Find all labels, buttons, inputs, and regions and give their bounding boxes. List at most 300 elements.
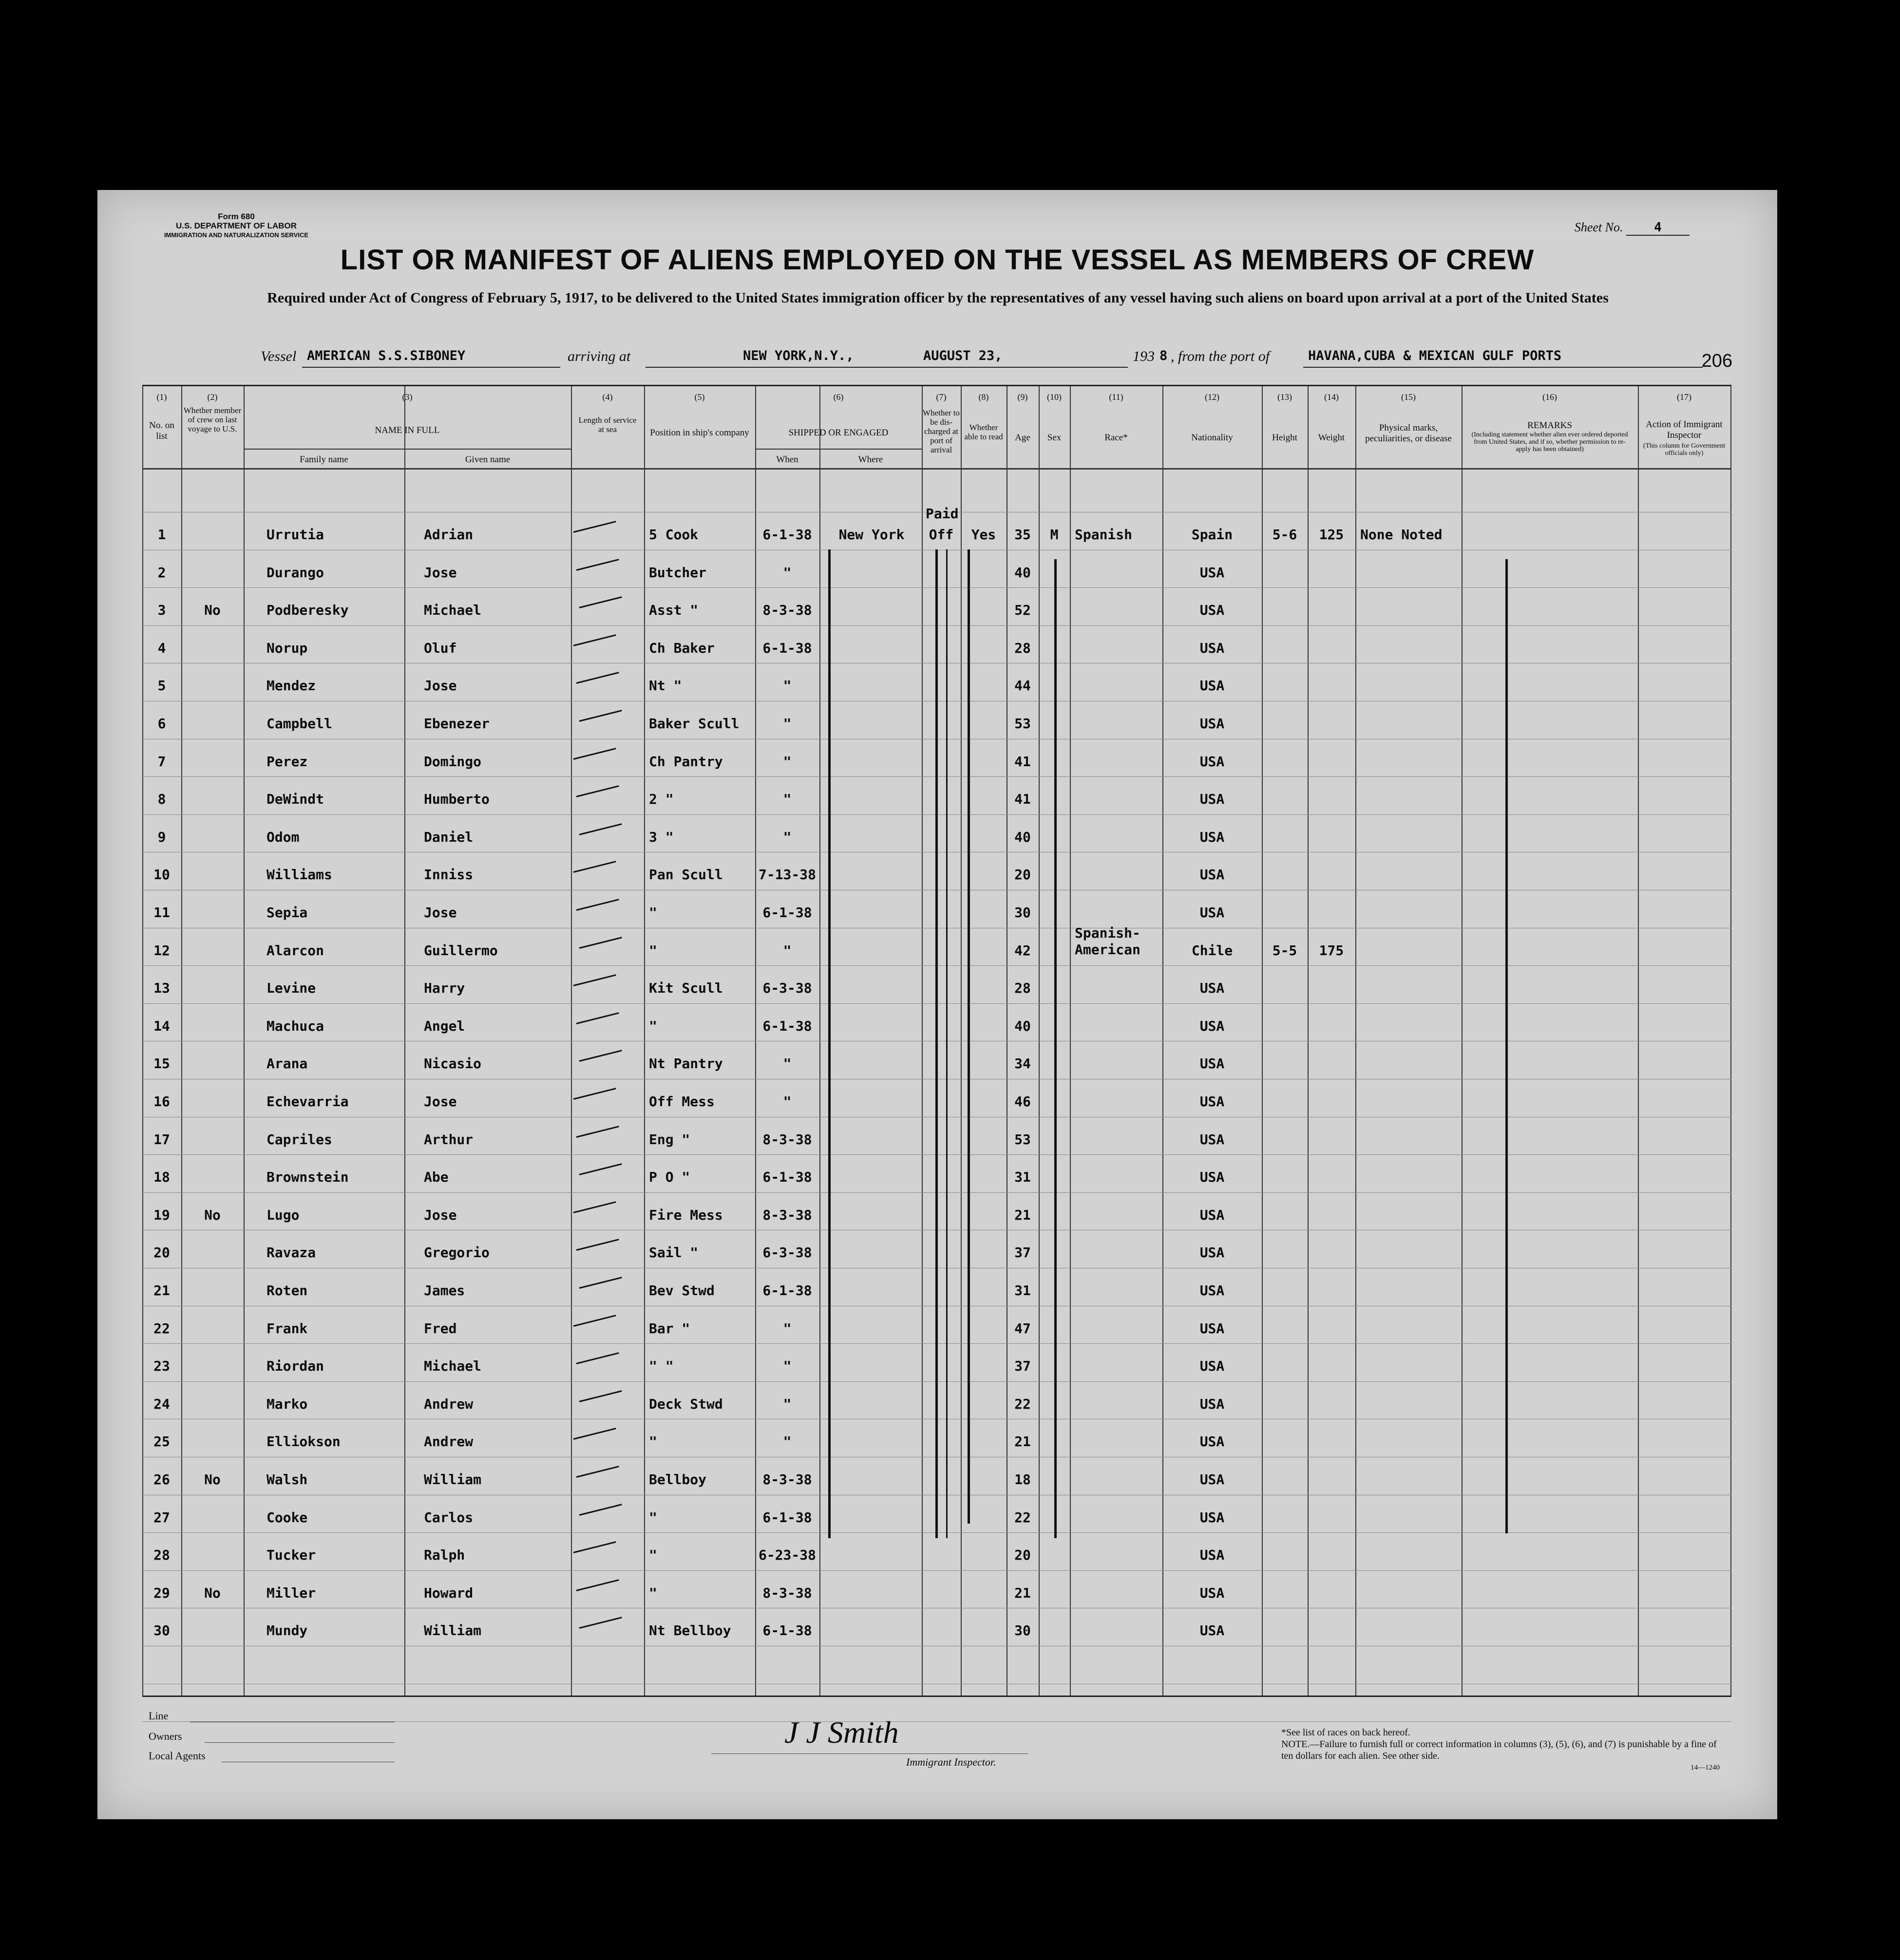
cell-row-number: 25: [153, 1433, 170, 1450]
cell-row-number: 27: [153, 1509, 170, 1526]
cell-discharged: Off: [929, 527, 954, 543]
cell-nationality: USA: [1199, 602, 1225, 619]
cell-position: Nt Bellboy: [649, 1622, 731, 1639]
header-physical-marks: Physical marks, peculiarities, or disease: [1365, 423, 1452, 444]
cell-family-name: Walsh: [266, 1471, 308, 1488]
cell-position: ": [649, 1547, 657, 1564]
cell-row-number: 23: [153, 1358, 170, 1375]
cell-nationality: USA: [1199, 1169, 1225, 1186]
cell-row-number: 18: [153, 1169, 170, 1186]
cell-family-name: Levine: [266, 980, 316, 997]
cell-physical-marks: None Noted: [1360, 527, 1443, 543]
header-family-name: Family name: [300, 454, 348, 465]
cell-nationality: USA: [1199, 1584, 1225, 1601]
cell-when-engaged: 8-3-38: [762, 602, 812, 619]
header-race: Race*: [1104, 433, 1128, 443]
column-number: (12): [1205, 392, 1219, 402]
check-mark: [576, 1466, 619, 1478]
year-digit: 8: [1159, 348, 1168, 363]
check-mark: [573, 748, 616, 760]
local-agents-label: Local Agents: [149, 1750, 206, 1762]
cell-when-engaged: 8-3-38: [762, 1206, 812, 1223]
cell-when-engaged: 6-1-38: [762, 1622, 812, 1639]
cell-nationality: USA: [1199, 1320, 1225, 1337]
check-mark: [573, 974, 616, 986]
cell-position: " ": [649, 1358, 674, 1375]
check-mark: [579, 1277, 622, 1289]
cell-age: 31: [1014, 1169, 1031, 1186]
cell-row-number: 6: [157, 716, 166, 732]
cell-age: 31: [1014, 1282, 1031, 1299]
cell-when-engaged: 6-1-38: [762, 905, 812, 921]
cell-age: 20: [1014, 1547, 1031, 1564]
cell-given-name: Angel: [424, 1018, 465, 1034]
cell-age: 20: [1014, 867, 1031, 883]
cell-age: 44: [1014, 678, 1031, 694]
cell-nationality: USA: [1199, 1093, 1225, 1110]
cell-family-name: Williams: [266, 867, 332, 883]
cell-row-number: 15: [153, 1055, 170, 1072]
cell-family-name: Capriles: [266, 1131, 332, 1148]
cell-family-name: Podberesky: [266, 602, 349, 619]
cell-position: Ch Pantry: [649, 753, 723, 770]
cell-when-engaged: ": [783, 829, 792, 845]
cell-age: 40: [1014, 829, 1031, 845]
cell-family-name: Durango: [266, 564, 324, 581]
from-port-label: , from the port of: [1171, 348, 1270, 364]
check-mark: [573, 634, 616, 646]
cell-given-name: Michael: [424, 602, 482, 619]
cell-when-engaged: ": [783, 564, 792, 581]
cell-given-name: Andrew: [424, 1395, 474, 1412]
cell-position: Ch Baker: [649, 640, 715, 656]
header-given-name: Given name: [465, 454, 511, 465]
cell-when-engaged: 8-3-38: [762, 1131, 812, 1148]
manifest-footer: [146, 1700, 1734, 1812]
department-name: U.S. DEPARTMENT OF LABOR: [175, 221, 297, 230]
cell-nationality: USA: [1199, 1471, 1225, 1488]
cell-age: 40: [1014, 1018, 1031, 1034]
header-remarks: REMARKS: [1527, 420, 1572, 431]
check-mark: [576, 672, 619, 684]
vessel-label: Vessel: [261, 348, 297, 364]
cell-given-name: Jose: [424, 678, 457, 694]
cell-when-engaged: 6-1-38: [762, 1169, 812, 1186]
cell-when-engaged: 6-3-38: [762, 1244, 812, 1261]
cell-given-name: Humberto: [424, 791, 490, 808]
cell-family-name: Tucker: [266, 1547, 316, 1564]
cell-position: Bev Stwd: [649, 1282, 715, 1299]
cell-when-engaged: 6-1-38: [762, 1018, 812, 1034]
cell-family-name: Perez: [266, 753, 308, 770]
cell-age: 53: [1014, 716, 1031, 732]
cell-nationality: Chile: [1191, 942, 1233, 959]
check-mark: [576, 899, 619, 911]
header-where: Where: [858, 454, 883, 465]
check-mark: [579, 1504, 622, 1516]
cell-nationality: USA: [1199, 791, 1225, 808]
cell-family-name: Urrutia: [266, 527, 324, 543]
cell-position: ": [649, 942, 657, 959]
check-mark: [576, 1239, 619, 1251]
cell-age: 47: [1014, 1320, 1031, 1337]
check-mark: [573, 1315, 616, 1327]
cell-row-number: 7: [157, 753, 166, 770]
cell-row-number: 28: [153, 1547, 170, 1564]
cell-position: Bellboy: [649, 1471, 707, 1488]
header-nationality: Nationality: [1191, 433, 1233, 443]
cell-age: 52: [1014, 602, 1031, 619]
cell-position: 5 Cook: [649, 527, 699, 543]
cell-given-name: Howard: [424, 1584, 474, 1601]
column-number: (15): [1401, 392, 1416, 402]
cell-row-number: 4: [157, 640, 166, 656]
cell-row-number: 9: [157, 829, 166, 845]
cell-race: Spanish-American: [1075, 924, 1140, 958]
header-when: When: [776, 454, 798, 465]
cell-row-number: 10: [153, 867, 170, 883]
departure-port: HAVANA,CUBA & MEXICAN GULF PORTS: [1308, 348, 1562, 363]
cell-family-name: Odom: [266, 829, 300, 845]
header-action-note: (This column for Government officials only): [1643, 442, 1726, 457]
cell-nationality: USA: [1199, 867, 1225, 883]
footer-notes: [1281, 1727, 1720, 1773]
cell-nationality: USA: [1199, 1055, 1225, 1072]
cell-given-name: Jose: [424, 1206, 457, 1223]
cell-nationality: USA: [1199, 980, 1225, 997]
check-mark: [576, 1579, 619, 1591]
cell-position: Nt Pantry: [649, 1055, 723, 1072]
check-mark: [579, 1163, 622, 1175]
cell-age: 21: [1014, 1433, 1031, 1450]
cell-position: Deck Stwd: [649, 1395, 723, 1412]
page-subtitle: Required under Act of Congress of February 5, 1917, to be delivered to the United States immigration officer by the representatives of any vessel having such aliens on board upon arrival at a port of the United States: [267, 290, 1609, 306]
cell-when-engaged: ": [783, 1433, 792, 1450]
cell-row-number: 13: [153, 980, 170, 997]
header-previous-voyage: Whether member of crew on last voyage to U.S.: [183, 406, 242, 433]
cell-nationality: USA: [1199, 1547, 1225, 1564]
cell-family-name: Brownstein: [266, 1169, 349, 1186]
cell-when-engaged: ": [783, 1320, 792, 1337]
cell-age: 37: [1014, 1358, 1031, 1375]
cell-nationality: USA: [1199, 753, 1225, 770]
note-races: *See list of races on back hereof.: [1281, 1727, 1410, 1738]
cell-nationality: USA: [1199, 564, 1225, 581]
cell-previous-voyage: No: [204, 1206, 221, 1223]
check-mark: [573, 1088, 616, 1100]
cell-row-number: 16: [153, 1093, 170, 1110]
cell-family-name: Miller: [266, 1584, 316, 1601]
cell-age: 28: [1014, 980, 1031, 997]
column-number: (5): [694, 392, 705, 402]
check-mark: [579, 823, 622, 835]
cell-family-name: Mundy: [266, 1622, 308, 1639]
cell-nationality: USA: [1199, 678, 1225, 694]
column-number: (17): [1677, 392, 1691, 402]
cell-age: 18: [1014, 1471, 1031, 1488]
header-shipped-engaged: SHIPPED OR ENGAGED: [788, 428, 889, 438]
cell-family-name: Echevarria: [266, 1093, 349, 1110]
cell-given-name: William: [424, 1622, 482, 1639]
cell-given-name: Harry: [424, 980, 465, 997]
header-discharged: Whether to be dis-charged at port of arrival: [923, 408, 960, 454]
check-mark: [576, 785, 619, 797]
cell-given-name: Domingo: [424, 753, 482, 770]
column-number: (14): [1324, 392, 1339, 402]
cell-family-name: Arana: [266, 1055, 308, 1072]
cell-family-name: Marko: [266, 1395, 308, 1412]
cell-nationality: USA: [1199, 1433, 1225, 1450]
cell-position: Butcher: [649, 564, 707, 581]
header-name-in-full: NAME IN FULL: [375, 425, 440, 435]
cell-when-engaged: 8-3-38: [762, 1584, 812, 1601]
cell-age: 37: [1014, 1244, 1031, 1261]
column-number: (4): [602, 392, 613, 402]
cell-when-engaged: 6-1-38: [762, 1509, 812, 1526]
cell-nationality: USA: [1199, 1206, 1225, 1223]
cell-row-number: 14: [153, 1018, 170, 1034]
cell-row-number: 26: [153, 1471, 170, 1488]
cell-nationality: Spain: [1191, 527, 1233, 543]
cell-position: Off Mess: [649, 1093, 715, 1110]
check-mark: [573, 1541, 616, 1553]
cell-family-name: Lugo: [266, 1206, 300, 1223]
cell-previous-voyage: No: [204, 1584, 221, 1601]
owners-label: Owners: [149, 1730, 182, 1742]
arrival-date: AUGUST 23,: [923, 348, 1003, 363]
page-title: LIST OR MANIFEST OF ALIENS EMPLOYED ON THE VESSEL AS MEMBERS OF CREW: [340, 244, 1535, 276]
year-prefix: 193: [1133, 348, 1155, 364]
cell-age: 22: [1014, 1509, 1031, 1526]
inspector-label: Immigrant Inspector.: [906, 1756, 996, 1768]
cell-when-engaged: ": [783, 942, 792, 959]
cell-row-number: 21: [153, 1282, 170, 1299]
cell-age: 35: [1014, 527, 1031, 543]
cell-age: 46: [1014, 1093, 1031, 1110]
cell-where-engaged: New York: [838, 527, 905, 543]
header-length-service: Length of service at sea: [578, 415, 637, 434]
cell-given-name: Nicasio: [424, 1055, 482, 1072]
check-mark: [576, 1012, 619, 1024]
check-mark: [579, 1617, 622, 1629]
cell-position: ": [649, 1509, 657, 1526]
column-number: (6): [833, 392, 844, 402]
cell-age: 21: [1014, 1584, 1031, 1601]
cell-when-engaged: 8-3-38: [762, 1471, 812, 1488]
cell-family-name: Sepia: [266, 905, 308, 921]
cell-given-name: Fred: [424, 1320, 457, 1337]
check-mark: [573, 1201, 616, 1213]
sheet-label: Sheet No.: [1574, 220, 1623, 234]
cell-row-number: 19: [153, 1206, 170, 1223]
cell-row-number: 20: [153, 1244, 170, 1261]
cell-given-name: Michael: [424, 1358, 482, 1375]
cell-row-number: 30: [153, 1622, 170, 1639]
header-sex: Sex: [1047, 433, 1062, 443]
cell-age: 21: [1014, 1206, 1031, 1223]
cell-when-engaged: 6-1-38: [762, 640, 812, 656]
cell-when-engaged: ": [783, 1395, 792, 1412]
cell-family-name: Elliokson: [266, 1433, 341, 1450]
cell-position: Sail ": [649, 1244, 699, 1261]
cell-family-name: Mendez: [266, 678, 316, 694]
line-label: Line: [149, 1710, 169, 1722]
service-name: IMMIGRATION AND NATURALIZATION SERVICE: [164, 231, 309, 239]
check-mark: [579, 1390, 622, 1402]
cell-given-name: Guillermo: [424, 942, 498, 959]
cell-position: Asst ": [649, 602, 699, 619]
cell-weight: 175: [1319, 942, 1344, 959]
cell-nationality: USA: [1199, 1131, 1225, 1148]
column-number: (1): [156, 392, 167, 402]
cell-when-engaged: ": [783, 753, 792, 770]
cell-row-number: 24: [153, 1395, 170, 1412]
cell-nationality: USA: [1199, 1509, 1225, 1526]
cell-position: ": [649, 1584, 657, 1601]
cell-given-name: Abe: [424, 1169, 449, 1186]
paid-note: Paid: [926, 506, 959, 522]
cell-age: 41: [1014, 791, 1031, 808]
header-able-read: Whether able to read: [964, 423, 1003, 441]
cell-age: 30: [1014, 1622, 1031, 1639]
cell-position: ": [649, 1018, 657, 1034]
header-action: Action of Immigrant Inspector: [1646, 419, 1723, 440]
cell-position: Nt ": [649, 678, 682, 694]
cell-family-name: Cooke: [266, 1509, 308, 1526]
column-number: (7): [936, 392, 947, 402]
cell-weight: 125: [1319, 527, 1344, 543]
column-number: (3): [402, 392, 413, 402]
cell-when-engaged: ": [783, 1055, 792, 1072]
cell-height: 5-6: [1272, 527, 1297, 543]
column-number: (10): [1047, 392, 1062, 402]
column-number: (11): [1109, 392, 1123, 402]
arriving-label: arriving at: [568, 348, 631, 364]
cell-given-name: Adrian: [424, 527, 474, 543]
cell-nationality: USA: [1199, 1395, 1225, 1412]
cell-height: 5-5: [1272, 942, 1297, 959]
cell-nationality: USA: [1199, 1622, 1225, 1639]
cell-age: 34: [1014, 1055, 1031, 1072]
cell-age: 30: [1014, 905, 1031, 921]
cell-nationality: USA: [1199, 1244, 1225, 1261]
column-number: (16): [1542, 392, 1557, 402]
check-mark: [573, 861, 616, 873]
cell-position: Fire Mess: [649, 1206, 723, 1223]
check-mark: [576, 1126, 619, 1138]
cell-row-number: 22: [153, 1320, 170, 1337]
cell-age: 22: [1014, 1395, 1031, 1412]
check-mark: [579, 937, 622, 949]
cell-row-number: 12: [153, 942, 170, 959]
cell-when-engaged: ": [783, 791, 792, 808]
cell-nationality: USA: [1199, 1018, 1225, 1034]
form-number: Form 680: [218, 212, 255, 221]
header-age: Age: [1015, 433, 1030, 443]
cell-position: 2 ": [649, 791, 674, 808]
cell-row-number: 17: [153, 1131, 170, 1148]
cell-when-engaged: ": [783, 716, 792, 732]
print-code: 14—1240: [1691, 1764, 1720, 1772]
check-mark: [579, 1050, 622, 1062]
check-mark: [576, 559, 619, 571]
cell-family-name: Machuca: [266, 1018, 324, 1034]
cell-given-name: Jose: [424, 564, 457, 581]
cell-given-name: Jose: [424, 905, 457, 921]
cell-age: 42: [1014, 942, 1031, 959]
cell-nationality: USA: [1199, 716, 1225, 732]
inspector-signature: J J Smith: [784, 1715, 899, 1750]
cell-race: Spanish: [1075, 527, 1133, 543]
cell-when-engaged: 6-1-38: [762, 1282, 812, 1299]
cell-row-number: 3: [157, 602, 166, 619]
check-mark: [579, 596, 622, 608]
column-number: (8): [978, 392, 989, 402]
cell-position: Eng ": [649, 1131, 690, 1148]
header-position: Position in ship's company: [650, 428, 749, 438]
vessel-line: [261, 348, 1712, 368]
cell-position: ": [649, 905, 657, 921]
cell-position: 3 ": [649, 829, 674, 845]
cell-age: 53: [1014, 1131, 1031, 1148]
cell-nationality: USA: [1199, 829, 1225, 845]
cell-row-number: 2: [157, 564, 166, 581]
cell-when-engaged: 6-3-38: [762, 980, 812, 997]
cell-family-name: Ravaza: [266, 1244, 316, 1261]
vessel-name: AMERICAN S.S.SIBONEY: [307, 348, 466, 363]
header-weight: Weight: [1318, 433, 1345, 443]
cell-family-name: Frank: [266, 1320, 308, 1337]
cell-row-number: 29: [153, 1584, 170, 1601]
cell-when-engaged: 6-23-38: [758, 1547, 816, 1564]
cell-previous-voyage: No: [204, 1471, 221, 1488]
cell-given-name: Carlos: [424, 1509, 474, 1526]
cell-when-engaged: ": [783, 678, 792, 694]
cell-when-engaged: 6-1-38: [762, 527, 812, 543]
arriving-port: NEW YORK,N.Y.,: [743, 348, 854, 363]
cell-able-to-read: Yes: [971, 527, 996, 543]
cell-given-name: Oluf: [424, 640, 457, 656]
cell-given-name: William: [424, 1471, 482, 1488]
manifest-sheet: [97, 190, 1777, 1819]
sheet-value: 4: [1626, 220, 1690, 236]
cell-position: ": [649, 1433, 657, 1450]
cell-given-name: Jose: [424, 1093, 457, 1110]
cell-given-name: Inniss: [424, 867, 474, 883]
check-mark: [573, 521, 616, 533]
cell-given-name: Gregorio: [424, 1244, 490, 1261]
cell-age: 40: [1014, 564, 1031, 581]
cell-row-number: 1: [157, 527, 166, 543]
stamped-number: 206: [1701, 351, 1732, 371]
cell-when-engaged: ": [783, 1093, 792, 1110]
cell-position: P O ": [649, 1169, 690, 1186]
crew-table: [142, 385, 1731, 1697]
header-no-on-list: No. on list: [149, 420, 174, 441]
cell-age: 28: [1014, 640, 1031, 656]
cell-given-name: Andrew: [424, 1433, 474, 1450]
cell-when-engaged: ": [783, 1358, 792, 1375]
check-mark: [579, 710, 622, 722]
check-mark: [576, 1352, 619, 1364]
cell-given-name: Arthur: [424, 1131, 474, 1148]
cell-family-name: Norup: [266, 640, 308, 656]
cell-nationality: USA: [1199, 1358, 1225, 1375]
check-mark: [573, 1428, 616, 1440]
cell-given-name: Ralph: [424, 1547, 465, 1564]
cell-sex: M: [1050, 527, 1059, 543]
header-height: Height: [1272, 433, 1297, 443]
